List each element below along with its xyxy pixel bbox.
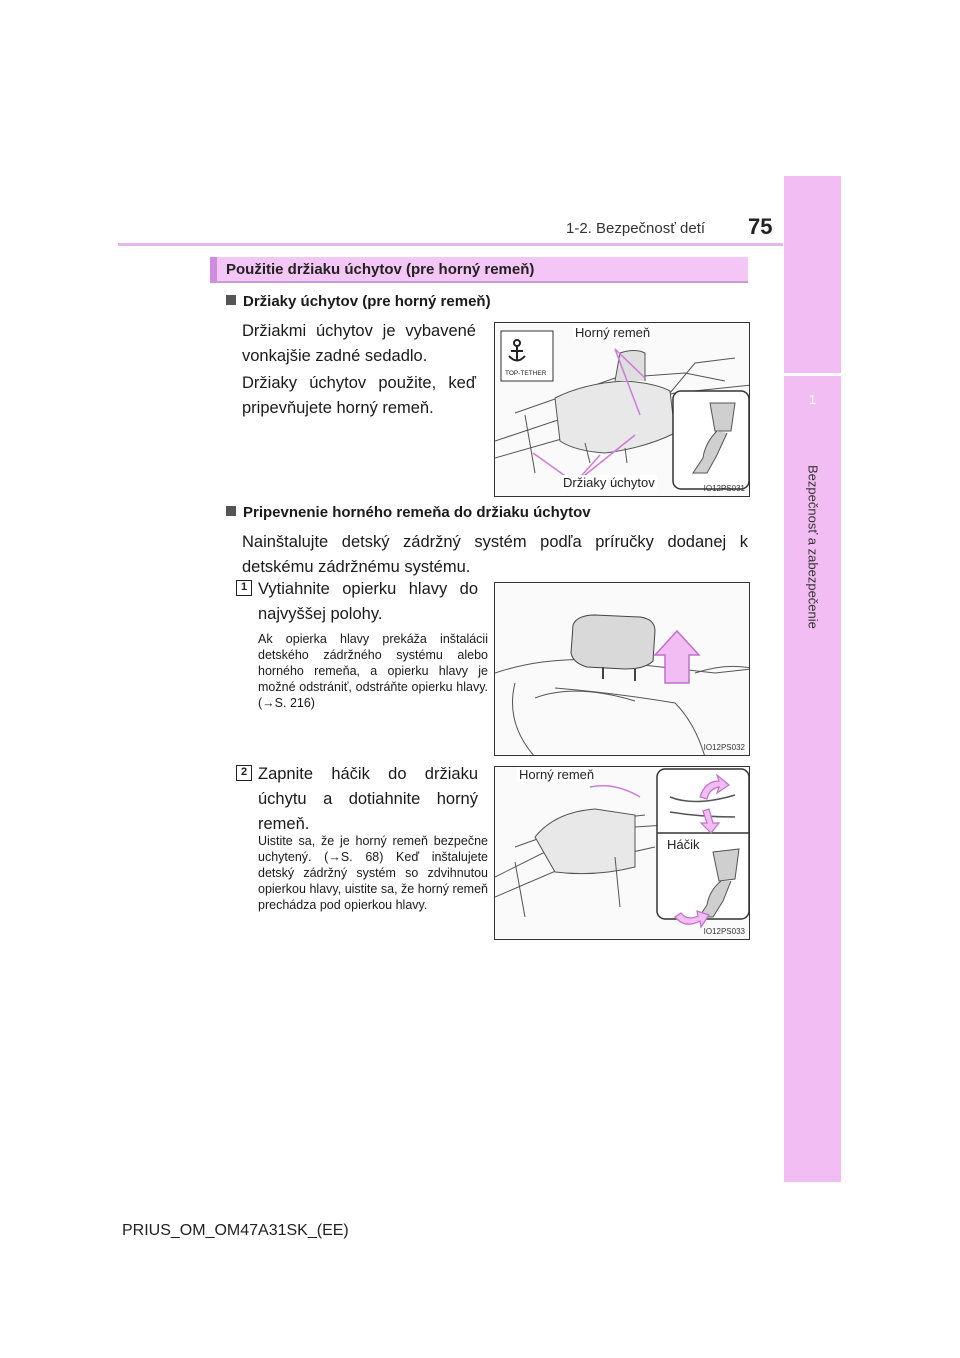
figure3-label-top-strap: Horný remeň <box>519 767 595 782</box>
figure2-code: IO12PS032 <box>703 743 745 752</box>
step-number-1: 1 <box>236 580 252 596</box>
figure-headrest-raise <box>494 582 750 756</box>
hook-illustration <box>495 767 750 940</box>
subheading-text: Držiaky úchytov (pre horný remeň) <box>243 293 491 310</box>
step2-text: Zapnite háčik do držiaku úchytu a dotiahnite horný remeň. <box>258 765 478 833</box>
chapter-title: Bezpečnosť a zabezpečenie <box>805 465 820 629</box>
chapter-number: 1 <box>808 392 817 407</box>
figure1-code: IO12PS031 <box>703 484 745 493</box>
step-number-2: 2 <box>236 765 252 781</box>
step1-text: Vytiahnite opierku hlavy do najvyššej polohy. <box>258 580 478 623</box>
figure3-label-hook: Háčik <box>667 837 700 852</box>
block1-para1: Držiakmi úchytov je vybavené vonkajšie zadné sedadlo. <box>242 322 476 365</box>
seat-illustration <box>495 323 750 497</box>
chapter-tab-divider <box>784 373 841 376</box>
headrest-illustration <box>495 583 750 756</box>
page-number: 75 <box>748 214 773 239</box>
chapter-title-wrap <box>784 465 841 665</box>
figure1-label-top-strap: Horný remeň <box>575 325 651 340</box>
square-bullet-icon <box>226 295 236 305</box>
section-label: 1-2. Bezpečnosť detí <box>566 220 706 237</box>
subheading-attach-strap <box>226 504 591 521</box>
section-heading: Použitie držiaku úchytov (pre horný remeň) <box>226 261 535 278</box>
step2-note: Uistite sa, že je horný remeň bezpečne uchytený. (→S. 68) Keď inštalujete detský zádržný systém so zdvihnutou opierkou hlavy, uistite sa, že horný remeň prechádza pod opierkou hlavy. <box>258 834 488 912</box>
figure3-code: IO12PS033 <box>703 927 745 936</box>
subheading-anchor-holders <box>226 293 491 310</box>
top-tether-tag-text: TOP-TETHER <box>505 370 547 377</box>
up-arrow-icon <box>655 631 699 683</box>
header-rule <box>118 243 783 246</box>
figure1-label-anchors: Držiaky úchytov <box>563 475 655 490</box>
block1-para2: Držiaky úchytov použite, keď pripevňujete horný remeň. <box>242 374 476 417</box>
chapter-tab <box>784 176 841 1182</box>
figure-hook-attach <box>494 766 750 940</box>
block2-intro: Nainštalujte detský zádržný systém podľa príručky dodanej k detskému zádržnému systému. <box>242 533 748 576</box>
step1-note: Ak opierka hlavy prekáža inštalácii detského zádržného systému alebo horného remeňa, a opierku hlavy je možné odstrániť, odstráňte opierku hlavy. (→S. 216) <box>258 632 488 710</box>
footer-doc-code: PRIUS_OM_OM47A31SK_(EE) <box>122 1222 349 1239</box>
figure-tether-anchors <box>494 322 750 497</box>
subheading-text: Pripevnenie horného remeňa do držiaku úchytov <box>243 504 591 521</box>
square-bullet-icon <box>226 506 236 516</box>
